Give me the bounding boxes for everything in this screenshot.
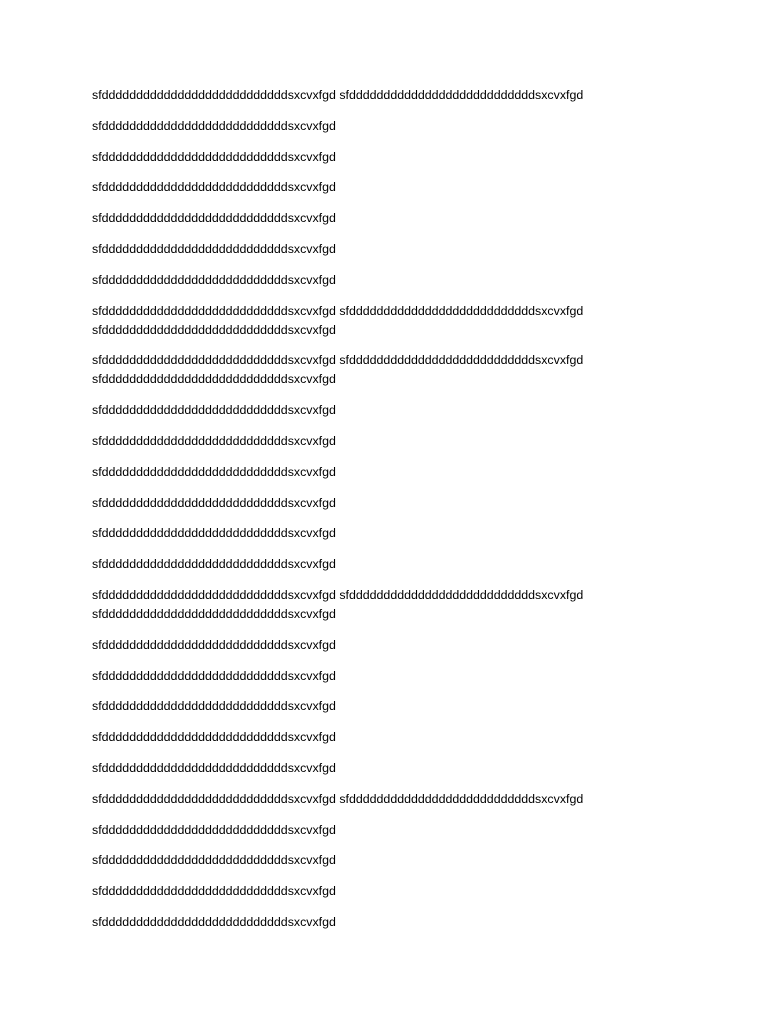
- paragraph: sfdddddddddddddddddddddddddddsxcvxfgd: [92, 884, 336, 899]
- paragraph: sfdddddddddddddddddddddddddddsxcvxfgd: [92, 118, 336, 133]
- paragraph: sfdddddddddddddddddddddddddddsxcvxfgd: [92, 526, 336, 541]
- paragraph: sfdddddddddddddddddddddddddddsxcvxfgd: [92, 557, 336, 572]
- paragraph: sfdddddddddddddddddddddddddddsxcvxfgd: [92, 637, 336, 652]
- paragraph: sfdddddddddddddddddddddddddddsxcvxfgd: [92, 495, 336, 510]
- paragraph: sfdddddddddddddddddddddddddddsxcvxfgd: [92, 180, 336, 195]
- document-page: [92, 86, 692, 932]
- paragraph: sfdddddddddddddddddddddddddddsxcvxfgd: [92, 760, 336, 775]
- paragraph: sfdddddddddddddddddddddddddddsxcvxfgd: [92, 853, 336, 868]
- paragraph: sfdddddddddddddddddddddddddddsxcvxfgd sfdddddddddddddddddddddddddddsxcvxfgd: [92, 88, 584, 102]
- paragraph: sfdddddddddddddddddddddddddddsxcvxfgd: [92, 433, 336, 448]
- paragraph: sfdddddddddddddddddddddddddddsxcvxfgd sfdddddddddddddddddddddddddddsxcvxfgd sfdddddddddddddddddddddddddddsxcvxfgd: [92, 303, 584, 337]
- paragraph: sfdddddddddddddddddddddddddddsxcvxfgd: [92, 241, 336, 256]
- paragraph: sfdddddddddddddddddddddddddddsxcvxfgd: [92, 699, 336, 714]
- paragraph: sfdddddddddddddddddddddddddddsxcvxfgd: [92, 403, 336, 418]
- paragraph: sfdddddddddddddddddddddddddddsxcvxfgd sfdddddddddddddddddddddddddddsxcvxfgd sfdddddddddddddddddddddddddddsxcvxfgd: [92, 587, 584, 621]
- paragraph: sfdddddddddddddddddddddddddddsxcvxfgd: [92, 730, 336, 745]
- paragraph: sfdddddddddddddddddddddddddddsxcvxfgd: [92, 149, 336, 164]
- paragraph: sfdddddddddddddddddddddddddddsxcvxfgd: [92, 668, 336, 683]
- paragraph: sfdddddddddddddddddddddddddddsxcvxfgd: [92, 211, 336, 226]
- paragraph: sfdddddddddddddddddddddddddddsxcvxfgd: [92, 464, 336, 479]
- paragraph: sfdddddddddddddddddddddddddddsxcvxfgd sfdddddddddddddddddddddddddddsxcvxfgd: [92, 791, 584, 806]
- paragraph: sfdddddddddddddddddddddddddddsxcvxfgd sfdddddddddddddddddddddddddddsxcvxfgd sfdddddddddddddddddddddddddddsxcvxfgd: [92, 353, 584, 387]
- paragraph: sfdddddddddddddddddddddddddddsxcvxfgd: [92, 822, 336, 837]
- paragraph: sfdddddddddddddddddddddddddddsxcvxfgd: [92, 272, 336, 287]
- paragraph: sfdddddddddddddddddddddddddddsxcvxfgd: [92, 914, 336, 929]
